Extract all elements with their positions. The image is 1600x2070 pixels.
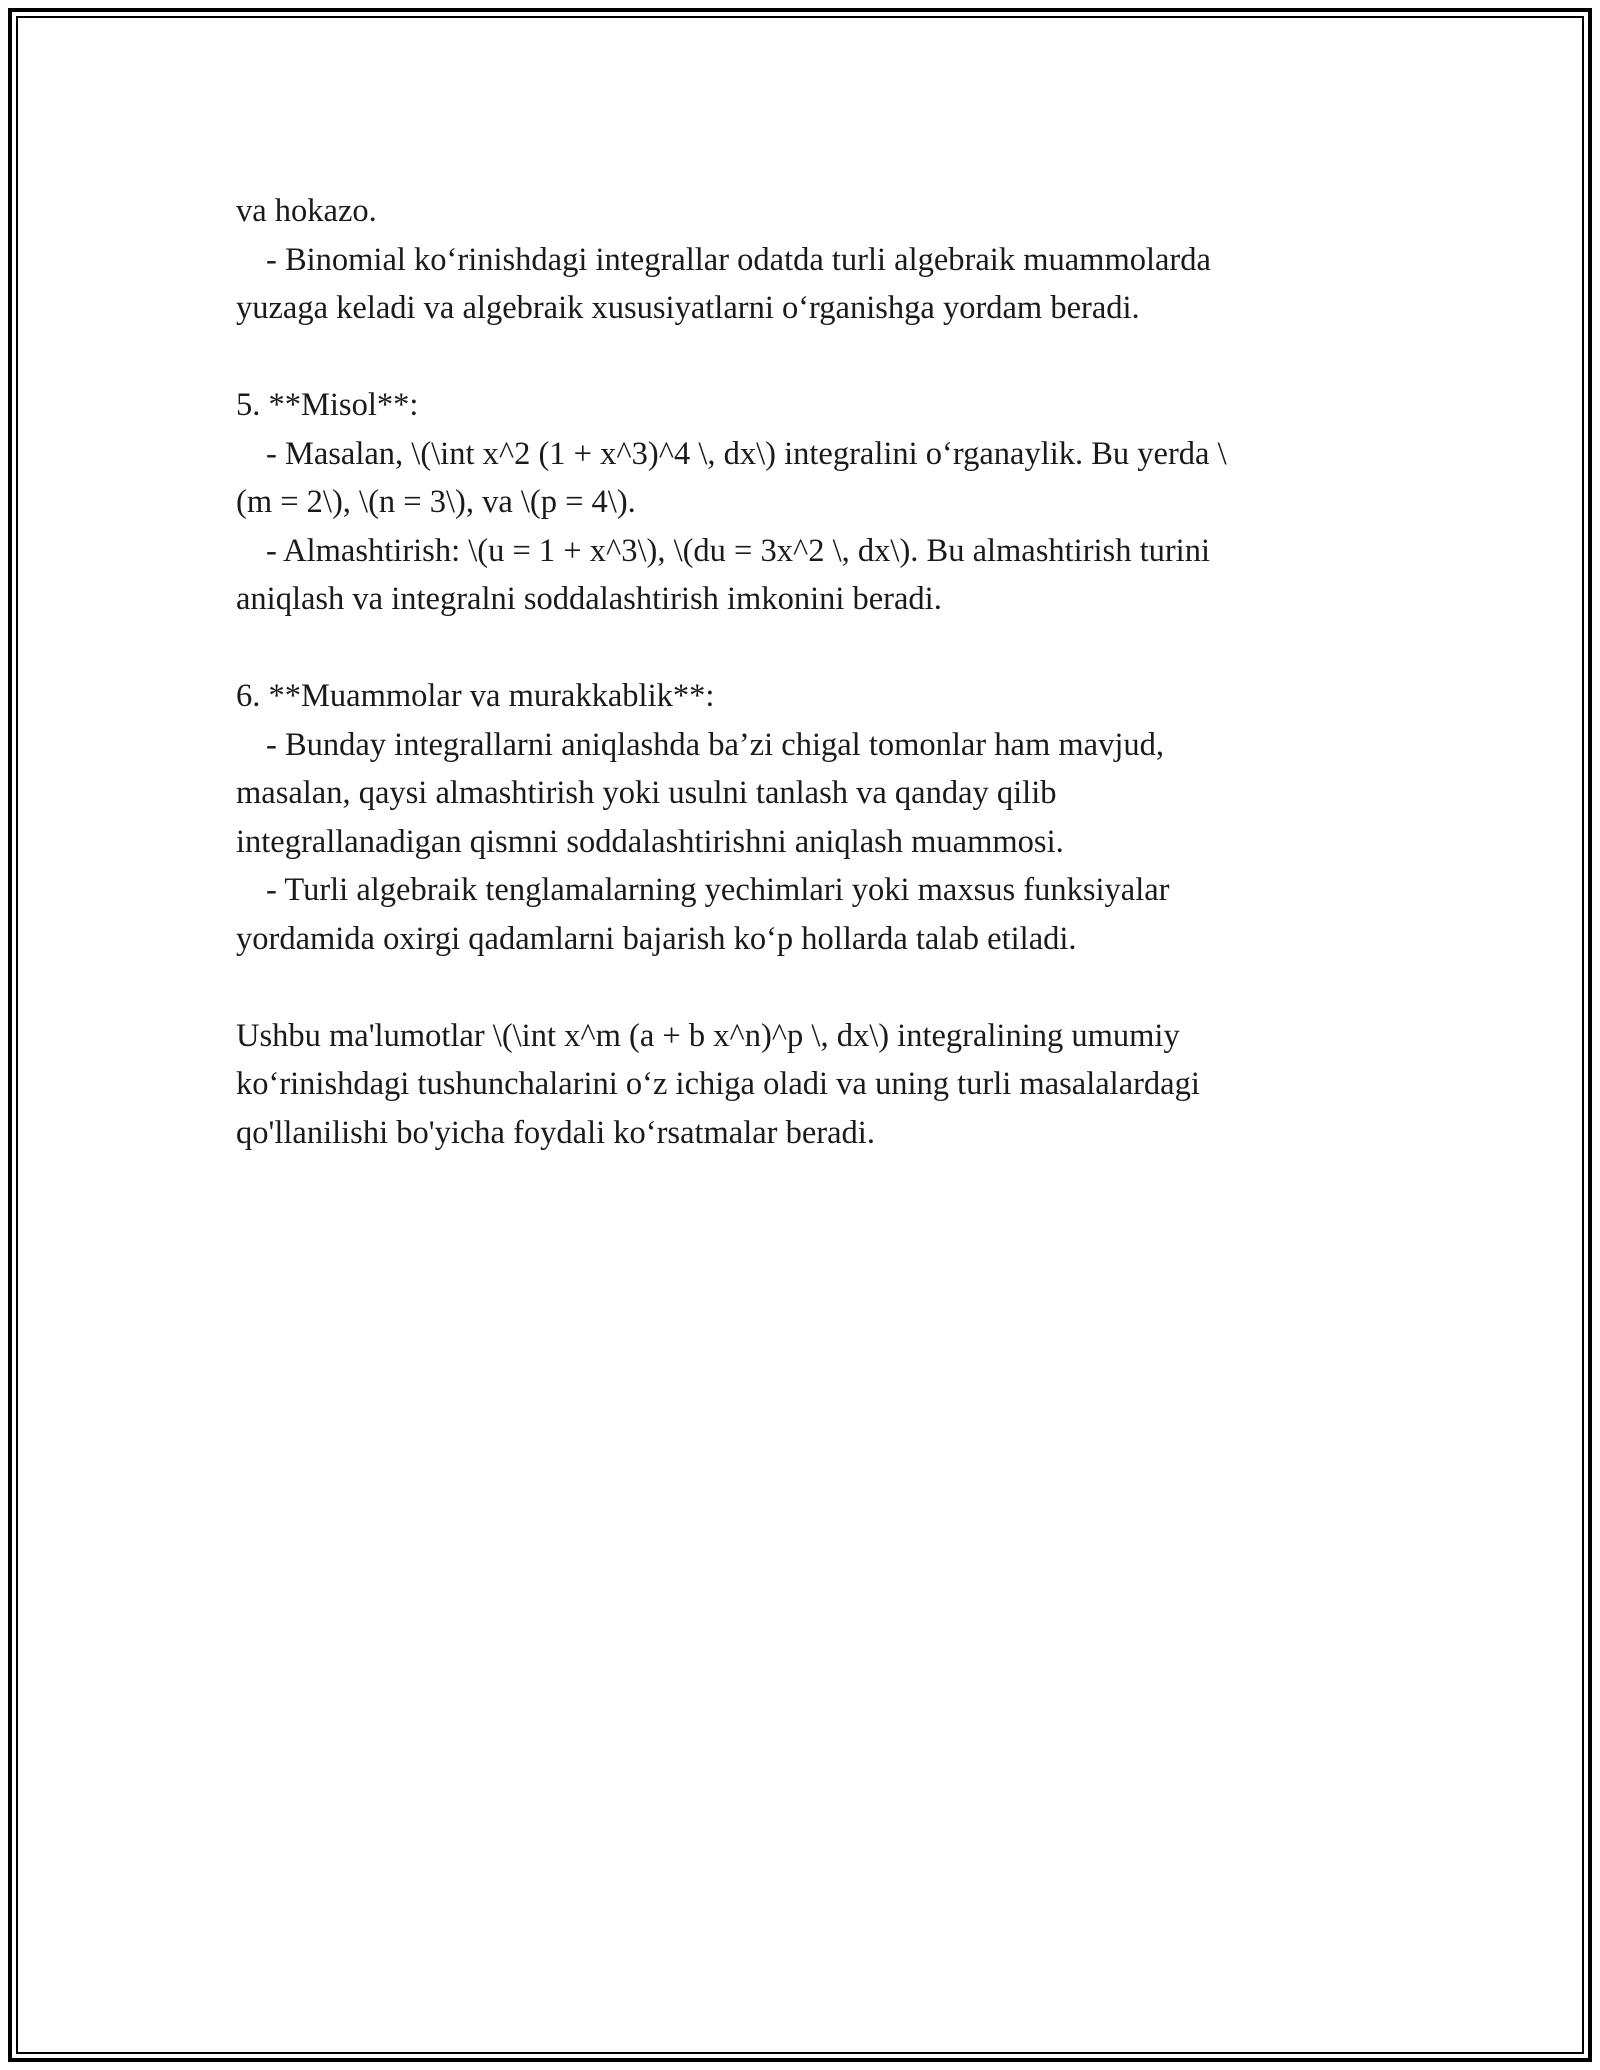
conclusion-line: Ushbu ma'lumotlar \(\int x^m (a + b x^n)^p \, dx\) integralining umumiy (236, 1017, 1180, 1054)
paragraph-spacer (236, 624, 1376, 673)
section-heading: 6. **Muammolar va murakkablik**: (236, 678, 715, 714)
list-item: - Bunday integrallarni aniqlashda ba’zi chigal tomonlar ham mavjud, (266, 726, 1164, 763)
list-item-continuation: integrallanadigan qismni soddalashtirishni aniqlash muammosi. (236, 823, 1064, 860)
section-heading: 5. **Misol**: (236, 387, 419, 423)
list-item: - Almashtirish: \(u = 1 + x^3\), \(du = 3x^2 \, dx\). Bu almashtirish turini (266, 532, 1210, 569)
conclusion-line: qo'llanilishi bo'yicha foydali ko‘rsatmalar beradi. (236, 1114, 875, 1151)
list-item-continuation: masalan, qaysi almashtirish yoki usulni tanlash va qanday qilib (236, 775, 1057, 811)
text-line: va hokazo. (236, 193, 377, 229)
conclusion-line: ko‘rinishdagi tushunchalarini o‘z ichiga oladi va uning turli masalalardagi (236, 1066, 1200, 1102)
list-item-continuation: (m = 2\), \(n = 3\), va \(p = 4\). (236, 484, 636, 520)
list-item: - Turli algebraik tenglamalarning yechimlari yoki maxsus funksiyalar (266, 872, 1170, 908)
list-item-continuation: yordamida oxirgi qadamlarni bajarish ko‘p hollarda talab etiladi. (236, 920, 1077, 957)
paragraph-spacer (236, 333, 1376, 382)
list-item: - Masalan, \(\int x^2 (1 + x^3)^4 \, dx\) integralini o‘rganaylik. Bu yerda \ (266, 435, 1227, 472)
list-item-continuation: yuzaga keladi va algebraik xususiyatlarni o‘rganishga yordam beradi. (236, 290, 1140, 326)
document-body (236, 187, 1376, 1157)
list-item-continuation: aniqlash va integralni soddalashtirish imkonini beradi. (236, 581, 942, 617)
paragraph-spacer (236, 963, 1376, 1012)
list-item: - Binomial ko‘rinishdagi integrallar odatda turli algebraik muammolarda (266, 241, 1211, 278)
